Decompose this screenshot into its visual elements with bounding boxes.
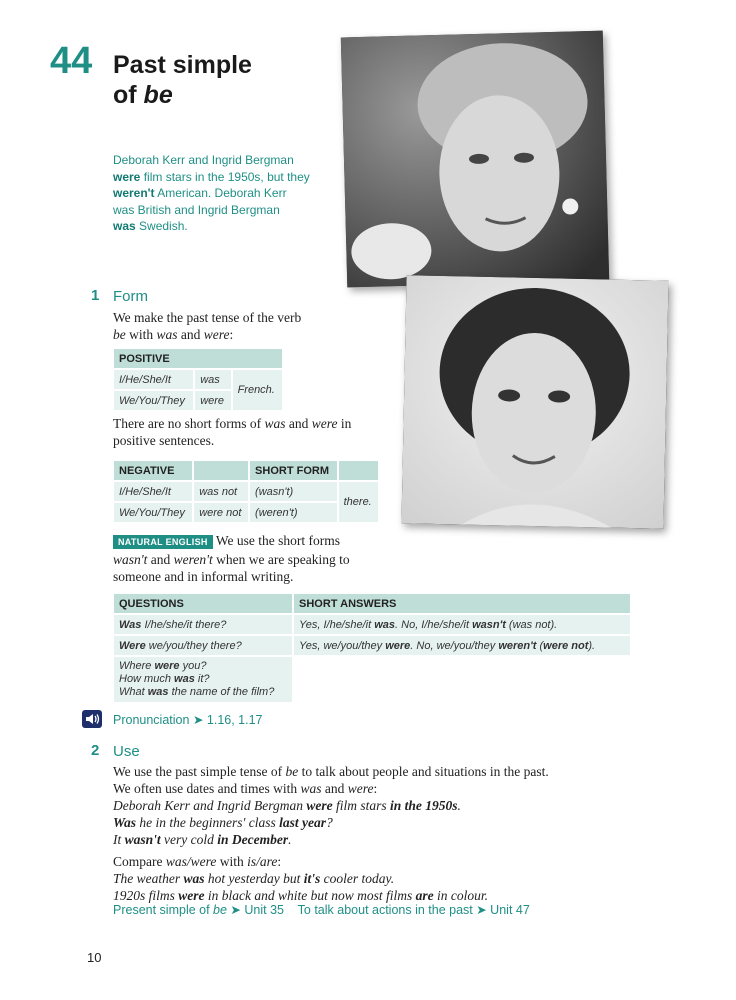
text: How much: [119, 673, 175, 685]
text: and: [177, 327, 204, 342]
intro-line: American. Deborah Kerr: [154, 186, 287, 200]
text-line: [113, 551, 393, 568]
section-1-title: Form: [113, 288, 148, 305]
example-sentence: [113, 797, 673, 814]
text: film stars: [332, 798, 391, 813]
em: it's: [303, 871, 321, 886]
em: Was: [119, 618, 142, 631]
em: were: [178, 888, 205, 903]
text: ➤ Unit 35: [226, 903, 284, 917]
page-number: 10: [87, 950, 102, 965]
text: We often use dates and times with: [113, 781, 301, 796]
arrow-icon: ➤: [192, 713, 204, 727]
em: in the 1950s: [390, 798, 458, 813]
em: was: [174, 673, 195, 685]
em: weren't: [173, 552, 213, 567]
text-line: [113, 853, 673, 870]
short-answers-header: SHORT ANSWERS: [293, 593, 631, 614]
photo-ingrid-bergman: [401, 275, 668, 528]
portrait-illustration: [401, 275, 668, 528]
example-sentence: [113, 831, 673, 848]
text: he in the beginners' class: [136, 815, 280, 830]
title-prefix: of: [113, 81, 144, 109]
text: .: [288, 832, 292, 847]
text: in: [337, 416, 352, 431]
text: when we are speaking to: [212, 552, 350, 567]
intro-line: Swedish.: [135, 219, 188, 233]
text: 1920s films: [113, 888, 179, 903]
em: were: [154, 660, 180, 672]
text: and: [147, 552, 174, 567]
example-sentence: [113, 870, 673, 887]
intro-bold: weren't: [113, 186, 155, 200]
text: it?: [194, 673, 210, 685]
intro-line: film stars in the 1950s, but they: [140, 169, 310, 184]
em: are: [415, 888, 434, 903]
section-1-number: 1: [91, 287, 100, 304]
text: to talk about people and situations in the past.: [298, 764, 549, 779]
text-line: We make the past tense of the verb: [113, 310, 302, 325]
text: you?: [179, 660, 207, 672]
em: wasn't: [113, 552, 148, 567]
table-cell: were: [194, 390, 231, 411]
questions-table: [112, 592, 632, 704]
em: were: [347, 781, 374, 796]
text-line: [113, 532, 393, 551]
no-short-forms-note: [113, 415, 393, 449]
em: was: [300, 781, 322, 796]
table-cell: [113, 635, 293, 656]
text: :: [229, 327, 234, 342]
em: was: [156, 327, 178, 342]
em: Was: [113, 815, 137, 830]
em: were: [203, 327, 230, 342]
text: . No, I/he/she/it: [395, 618, 473, 631]
text: .: [457, 798, 461, 813]
pronunciation-label: Pronunciation: [113, 713, 190, 727]
table-cell: [293, 614, 631, 635]
em: was: [147, 686, 169, 698]
text-line: [113, 415, 393, 432]
text: Yes, I/he/she/it: [299, 618, 375, 631]
table-cell: We/You/They: [113, 390, 194, 411]
em: were not: [543, 639, 589, 652]
speaker-icon[interactable]: [82, 710, 102, 728]
text: . No, we/you/they: [410, 639, 499, 652]
section-2-number: 2: [91, 742, 100, 759]
text: :: [277, 854, 282, 869]
unit-number: 44: [50, 40, 93, 82]
text: and: [285, 416, 312, 431]
em: was: [374, 618, 396, 631]
title-line-2: [113, 80, 252, 110]
text: :: [373, 781, 378, 796]
text: cooler today.: [320, 871, 395, 886]
em: were: [311, 416, 338, 431]
xref-past-actions[interactable]: To talk about actions in the past ➤ Unit 47: [297, 903, 530, 917]
em: was: [264, 416, 286, 431]
text-line: [113, 780, 673, 797]
table-cell: We/You/They: [113, 502, 193, 523]
short-form-header: SHORT FORM: [249, 460, 338, 481]
em: were: [385, 639, 411, 652]
portrait-illustration: [341, 31, 609, 288]
text-line: [113, 763, 673, 780]
text: Compare: [113, 854, 166, 869]
text: very cold: [160, 832, 218, 847]
table-cell: I/He/She/It: [113, 369, 194, 390]
em: be: [213, 903, 227, 917]
table-cell: I/He/She/It: [113, 481, 193, 502]
example-sentence: [113, 814, 673, 831]
em: was: [183, 871, 205, 886]
text: Deborah Kerr and Ingrid Bergman: [113, 798, 307, 813]
questions-header: QUESTIONS: [113, 593, 293, 614]
intro-paragraph: [113, 152, 323, 235]
text: Where: [119, 660, 155, 672]
table-cell: French.: [232, 369, 283, 411]
text: ).: [588, 639, 596, 652]
pronunciation-link[interactable]: [113, 712, 263, 727]
table-cell: there.: [338, 481, 379, 523]
text: It: [113, 832, 125, 847]
text: with: [216, 854, 248, 869]
photo-deborah-kerr: [341, 31, 609, 288]
cross-reference-links: [113, 902, 530, 917]
intro-bold: was: [113, 219, 136, 233]
text: (: [536, 639, 544, 652]
text: ?: [326, 815, 333, 830]
empty-header: [193, 460, 249, 481]
text-line: positive sentences.: [113, 433, 215, 448]
form-explanation: [113, 309, 353, 343]
em: weren't: [498, 639, 537, 652]
table-cell: was not: [193, 481, 249, 502]
use-explanation: [113, 763, 673, 904]
table-cell: [113, 656, 293, 703]
table-cell: [113, 614, 293, 635]
text-line: [113, 326, 353, 343]
positive-table: [112, 347, 284, 412]
text: with: [125, 327, 157, 342]
table-cell: was: [194, 369, 231, 390]
em: be: [113, 327, 126, 342]
xref-present-simple[interactable]: [113, 903, 284, 917]
intro-bold: were: [113, 169, 141, 184]
title-line-1: Past simple: [113, 51, 252, 79]
section-2-title: Use: [113, 743, 140, 760]
text: (was not).: [505, 618, 558, 631]
text: in black and white but now most films: [204, 888, 416, 903]
em: in December: [217, 832, 289, 847]
em: was/were: [165, 854, 217, 869]
empty-cell: [293, 656, 631, 703]
text: There are no short forms of: [113, 416, 265, 431]
text-line: someone and in informal writing.: [113, 569, 294, 584]
natural-english-badge: NATURAL ENGLISH: [113, 535, 213, 549]
intro-line: was British and Ingrid Bergman: [113, 202, 280, 217]
text: we/you/they there?: [145, 639, 242, 652]
em: last year: [279, 815, 327, 830]
text: We use the past simple tense of: [113, 764, 286, 779]
table-cell: (weren't): [249, 502, 338, 523]
positive-header: POSITIVE: [113, 348, 283, 369]
text: We use the short forms: [215, 533, 340, 548]
pronunciation-refs: 1.16, 1.17: [206, 713, 263, 727]
text: Yes, we/you/they: [299, 639, 386, 652]
em: Were: [119, 639, 146, 652]
text: hot yesterday but: [204, 871, 304, 886]
text: the name of the film?: [168, 686, 275, 698]
intro-line: Deborah Kerr and Ingrid Bergman: [113, 153, 294, 167]
page-title: [113, 50, 252, 110]
text: in colour.: [433, 888, 489, 903]
table-cell: were not: [193, 502, 249, 523]
em: were: [306, 798, 333, 813]
text: and: [321, 781, 348, 796]
table-cell: [293, 635, 631, 656]
text: What: [119, 686, 148, 698]
negative-table: [112, 459, 380, 524]
em: wasn't: [472, 618, 506, 631]
table-cell: (wasn't): [249, 481, 338, 502]
em: be: [285, 764, 299, 779]
em: is/are: [247, 854, 278, 869]
text: Present simple of: [113, 903, 214, 917]
empty-header: [338, 460, 379, 481]
em: wasn't: [124, 832, 161, 847]
negative-header: NEGATIVE: [113, 460, 193, 481]
text: The weather: [113, 871, 184, 886]
title-em: be: [143, 81, 173, 109]
natural-english-note: [113, 532, 393, 585]
speaker-glyph: [82, 710, 102, 728]
text: I/he/she/it there?: [141, 618, 227, 631]
